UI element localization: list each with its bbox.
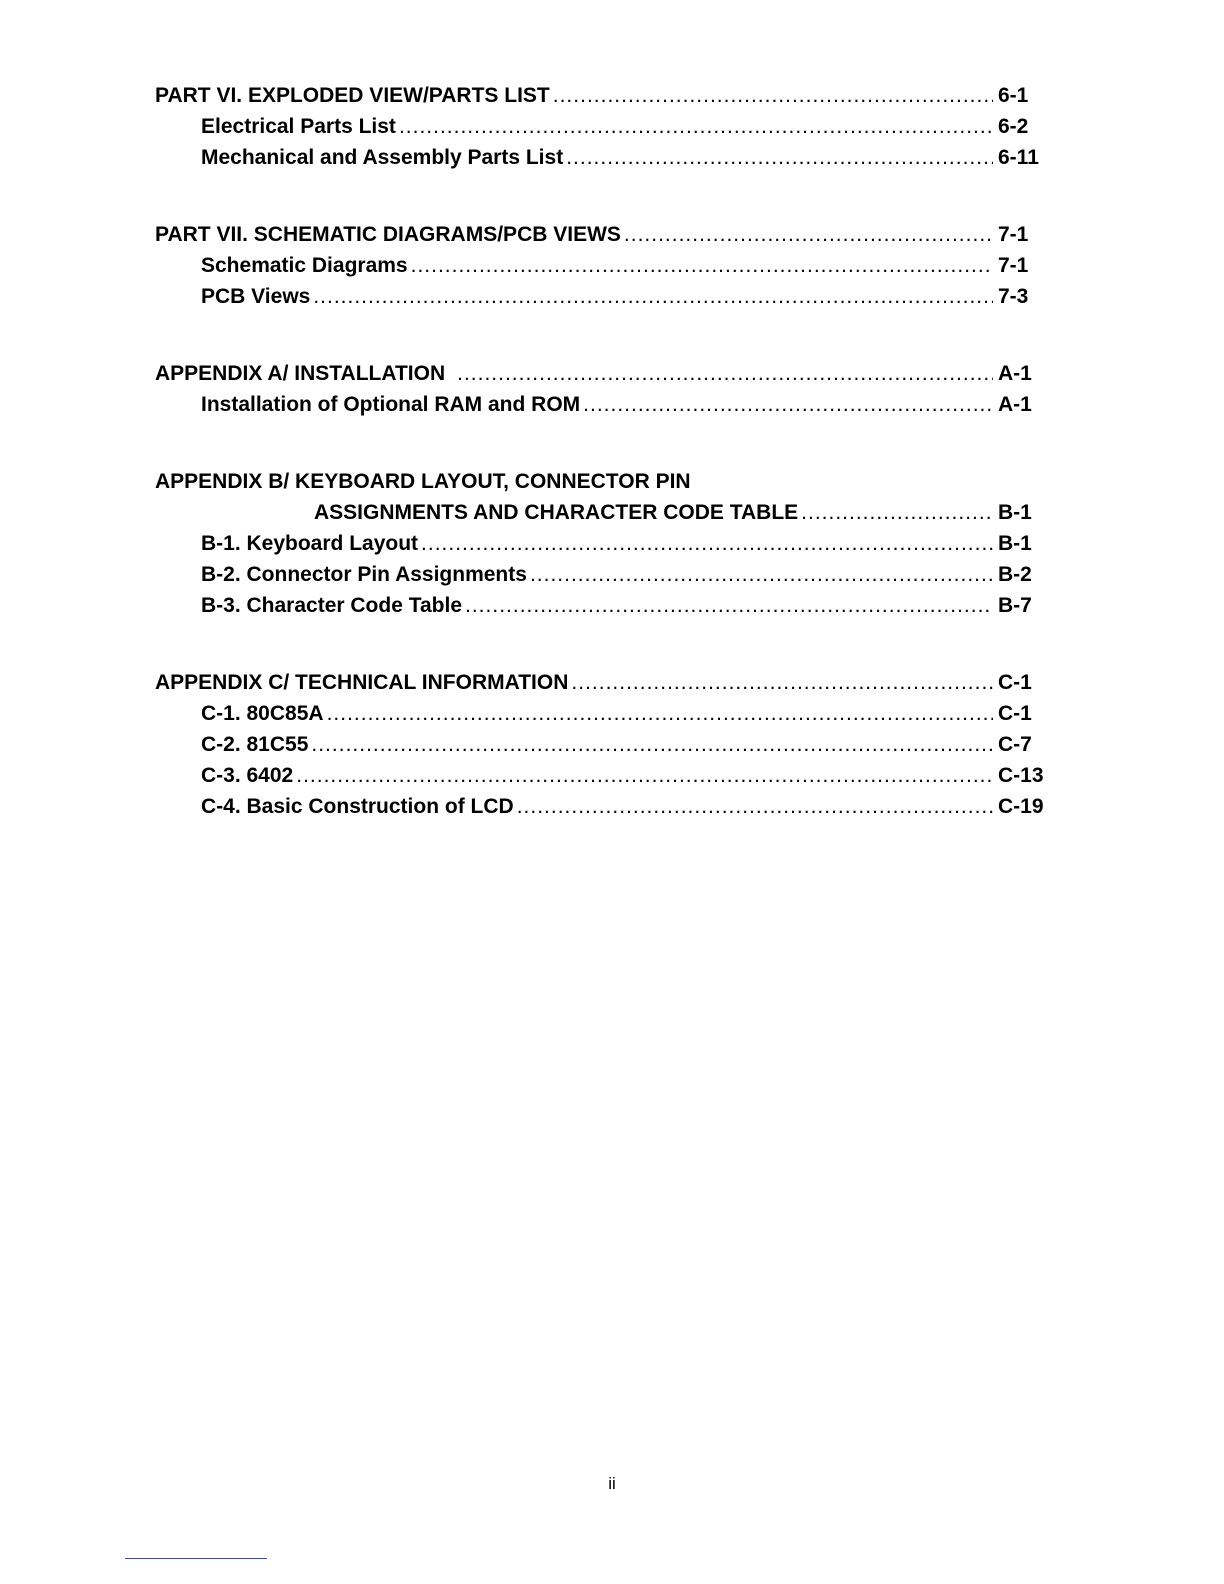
toc-entry [155, 559, 1060, 590]
toc-entry [155, 281, 1060, 312]
toc-leader-dots [421, 528, 993, 559]
toc-section-appendix-c [155, 667, 1060, 822]
toc-entry-title: B-1. Keyboard Layout [201, 532, 419, 555]
toc-entry-title: APPENDIX A/ INSTALLATION [155, 362, 446, 385]
table-of-contents [155, 80, 1060, 868]
toc-leader-dots [566, 142, 993, 173]
toc-entry-title: B-2. Connector Pin Assignments [201, 563, 527, 586]
toc-entry-page: 6-2 [998, 115, 1029, 138]
toc-leader-dots [311, 729, 993, 760]
toc-entry-page: C-1 [998, 671, 1032, 694]
toc-entry-page: 6-1 [998, 84, 1029, 107]
toc-entry-page: A-1 [998, 393, 1032, 416]
toc-entry-page: B-2 [998, 563, 1032, 586]
toc-leader-dots [530, 559, 993, 590]
toc-entry-title: ASSIGNMENTS AND CHARACTER CODE TABLE [314, 501, 799, 524]
toc-entry [155, 729, 1060, 760]
toc-entry [155, 466, 1060, 497]
toc-leader-dots [399, 111, 993, 142]
toc-section-part-vi [155, 80, 1060, 173]
toc-leader-dots [465, 590, 993, 621]
toc-entry-page: A-1 [998, 362, 1032, 385]
toc-entry-page: B-1 [998, 501, 1032, 524]
toc-entry-title: C-1. 80C85A [201, 702, 324, 725]
toc-entry [155, 142, 1060, 173]
toc-entry [155, 760, 1060, 791]
toc-entry-page: 6-11 [998, 146, 1039, 169]
toc-entry [155, 80, 1060, 111]
toc-entry-title: APPENDIX C/ TECHNICAL INFORMATION [155, 671, 569, 694]
toc-entry [155, 219, 1060, 250]
toc-entry [155, 528, 1060, 559]
toc-entry [155, 791, 1060, 822]
toc-leader-dots [517, 791, 993, 822]
toc-entry-title: Mechanical and Assembly Parts List [201, 146, 564, 169]
toc-leader-dots [457, 358, 993, 389]
toc-entry [155, 250, 1060, 281]
toc-section-appendix-a [155, 358, 1060, 420]
toc-entry-title: PART VII. SCHEMATIC DIAGRAMS/PCB VIEWS [155, 223, 621, 246]
toc-entry-page: 7-3 [998, 285, 1029, 308]
toc-section-appendix-b [155, 466, 1060, 621]
toc-entry-page: 7-1 [998, 223, 1029, 246]
toc-entry-page: B-1 [998, 532, 1032, 555]
toc-entry-title: C-2. 81C55 [201, 733, 309, 756]
toc-entry-page: B-7 [998, 594, 1032, 617]
toc-entry-title: B-3. Character Code Table [201, 594, 463, 617]
toc-entry-page: C-7 [998, 733, 1032, 756]
footer-rule [125, 1558, 267, 1559]
toc-leader-dots [624, 219, 993, 250]
toc-entry [155, 698, 1060, 729]
toc-entry [155, 358, 1060, 389]
toc-leader-dots [583, 389, 993, 420]
toc-leader-dots [327, 698, 993, 729]
toc-entry-title: Installation of Optional RAM and ROM [201, 393, 581, 416]
toc-entry-title: Electrical Parts List [201, 115, 396, 138]
toc-section-part-vii [155, 219, 1060, 312]
toc-entry-page: 7-1 [998, 254, 1029, 277]
toc-entry [155, 111, 1060, 142]
toc-leader-dots [411, 250, 993, 281]
toc-entry-title: APPENDIX B/ KEYBOARD LAYOUT, CONNECTOR PIN [155, 470, 691, 493]
toc-entry-title: Schematic Diagrams [201, 254, 408, 277]
toc-leader-dots [571, 667, 993, 698]
toc-entry-page: C-13 [998, 764, 1044, 787]
toc-leader-dots [313, 281, 993, 312]
toc-entry-page: C-19 [998, 795, 1044, 818]
page-number: ii [608, 1474, 616, 1493]
toc-entry [155, 389, 1060, 420]
toc-entry [155, 590, 1060, 621]
toc-entry [155, 497, 1060, 528]
toc-entry-title: C-4. Basic Construction of LCD [201, 795, 514, 818]
toc-leader-dots [553, 80, 993, 111]
toc-entry-title: PART VI. EXPLODED VIEW/PARTS LIST [155, 84, 550, 107]
toc-entry [155, 667, 1060, 698]
toc-leader-dots [801, 497, 993, 528]
toc-entry-page: C-1 [998, 702, 1032, 725]
toc-entry-title: PCB Views [201, 285, 311, 308]
toc-leader-dots [296, 760, 993, 791]
toc-entry-title: C-3. 6402 [201, 764, 294, 787]
